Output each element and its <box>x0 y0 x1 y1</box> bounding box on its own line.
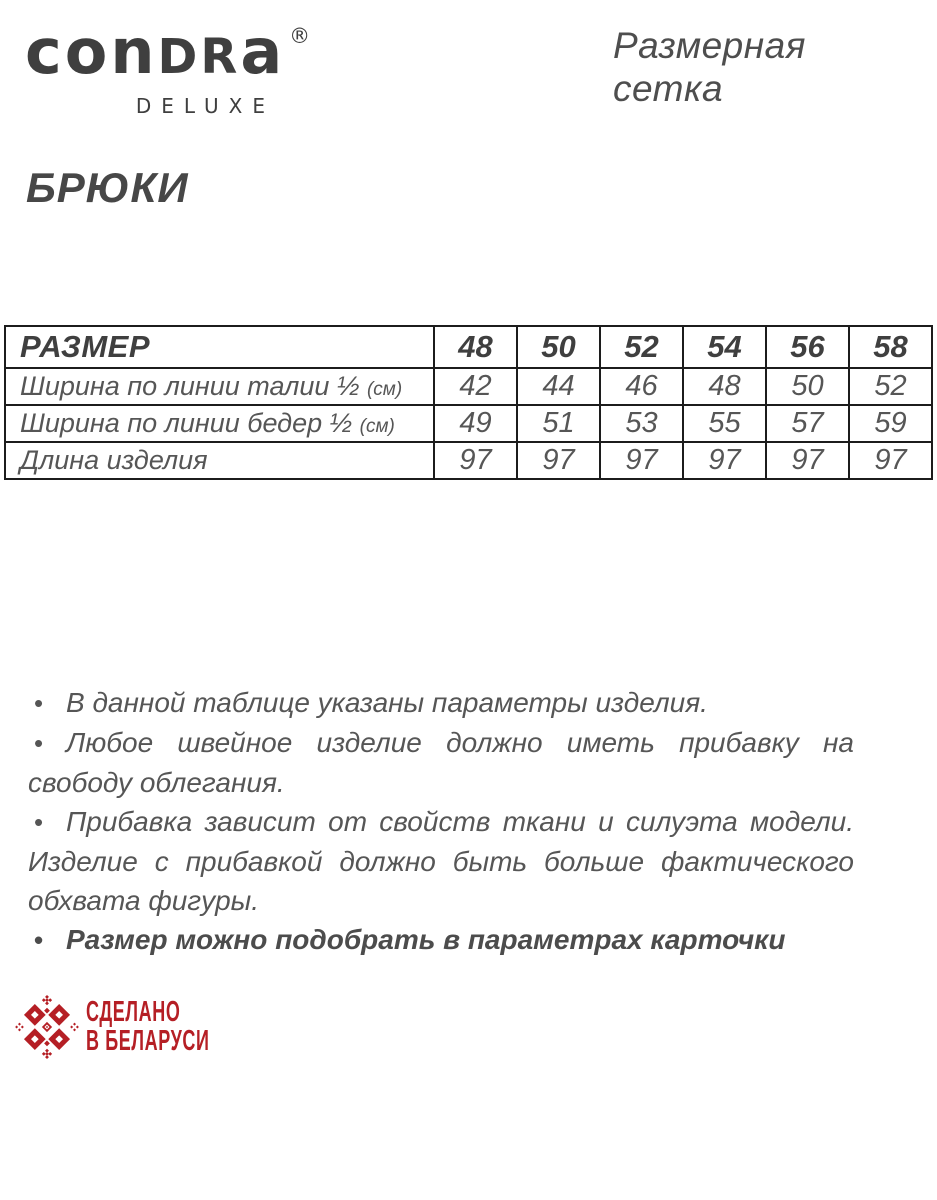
size-table-header-label: РАЗМЕР <box>5 326 434 368</box>
product-title: БРЮКИ <box>26 164 189 211</box>
size-column-header: 56 <box>766 326 849 368</box>
size-value-cell: 48 <box>683 368 766 405</box>
size-value-cell: 97 <box>434 442 517 479</box>
made-in-belarus-text <box>86 998 210 1056</box>
size-value-cell: 53 <box>600 405 683 442</box>
size-column-header: 52 <box>600 326 683 368</box>
row-label-unit: (см) <box>359 416 395 437</box>
size-value-cell: 97 <box>766 442 849 479</box>
size-column-header: 48 <box>434 326 517 368</box>
list-item <box>28 802 854 920</box>
note-text: Размер можно подобрать в параметрах карточки <box>66 924 786 955</box>
table-row-length <box>5 442 932 479</box>
brand-logo-row <box>25 15 311 90</box>
size-column-header: 54 <box>683 326 766 368</box>
size-value-cell: 51 <box>517 405 600 442</box>
row-label-unit: (см) <box>366 379 403 400</box>
made-in-line1: СДЕЛАНО <box>86 996 181 1028</box>
size-value-cell: 50 <box>766 368 849 405</box>
page-title-line1: Размерная <box>613 25 806 66</box>
belarus-ornament-icon <box>15 992 79 1062</box>
size-column-header: 50 <box>517 326 600 368</box>
page-title-line2: сетка <box>613 68 724 109</box>
size-value-cell: 57 <box>766 405 849 442</box>
notes-list <box>28 683 854 960</box>
size-value-cell: 42 <box>434 368 517 405</box>
note-text: Прибавка зависит от свойств ткани и силуэта модели. Изделие с прибавкой должно быть больше фактического обхвата фигуры. <box>28 806 854 916</box>
made-in-belarus-badge <box>15 992 285 1062</box>
registered-trademark-icon: ® <box>289 24 311 48</box>
bullet-icon: • <box>34 728 44 758</box>
made-in-line2: В БЕЛАРУСИ <box>86 1025 210 1057</box>
list-item <box>28 683 854 723</box>
brand-logo-text: conDRa <box>25 15 286 88</box>
table-row-waist <box>5 368 932 405</box>
row-label: Ширина по линии бедер ½ (см) <box>5 405 434 442</box>
table-row-hips <box>5 405 932 442</box>
bullet-icon: • <box>34 925 44 955</box>
note-text: Любое швейное изделие должно иметь прибавку на свободу облегания. <box>28 727 854 798</box>
size-value-cell: 59 <box>849 405 932 442</box>
size-value-cell: 97 <box>849 442 932 479</box>
size-value-cell: 97 <box>517 442 600 479</box>
size-value-cell: 46 <box>600 368 683 405</box>
row-label: Ширина по линии талии ½ (см) <box>5 368 434 405</box>
row-label: Длина изделия <box>5 442 434 479</box>
size-value-cell: 52 <box>849 368 932 405</box>
size-value-cell: 97 <box>683 442 766 479</box>
brand-logo <box>25 15 311 118</box>
note-text: В данной таблице указаны параметры изделия. <box>66 687 708 718</box>
brand-logo-subtext: DELUXE <box>135 94 275 118</box>
list-item <box>28 920 854 960</box>
list-item <box>28 723 854 802</box>
page-title <box>613 24 806 110</box>
size-value-cell: 97 <box>600 442 683 479</box>
size-value-cell: 44 <box>517 368 600 405</box>
size-column-header: 58 <box>849 326 932 368</box>
size-value-cell: 55 <box>683 405 766 442</box>
bullet-icon: • <box>34 807 44 837</box>
size-table-header-row <box>5 326 932 368</box>
size-table <box>4 325 933 480</box>
size-value-cell: 49 <box>434 405 517 442</box>
bullet-icon: • <box>34 688 44 718</box>
